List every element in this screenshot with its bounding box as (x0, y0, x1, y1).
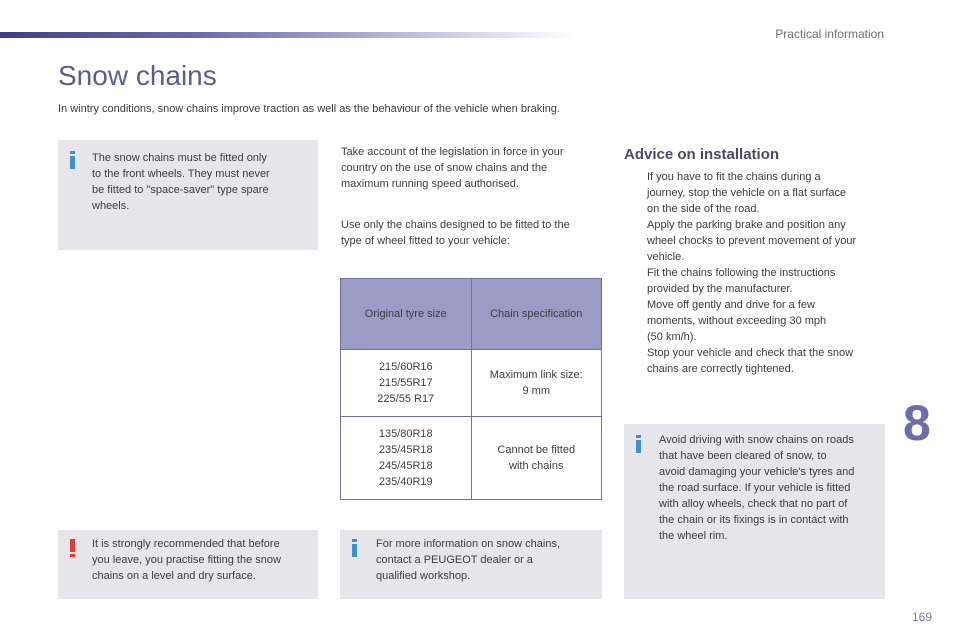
info-box-dealer (340, 530, 602, 599)
advice-heading: Advice on installation (624, 146, 780, 163)
list-item: Fit the chains following the instructions provided by the manufacturer. (647, 267, 836, 295)
info-box-text: The snow chains must be fitted only to the front wheels. They must never be fitted to "space-saver" type spare wheels. (92, 152, 270, 212)
chapter-number: 8 (903, 395, 931, 451)
page-number: 169 (911, 610, 932, 624)
warning-box-text: It is strongly recommended that before you leave, you practise fitting the snow chains on a level and dry surface. (92, 538, 281, 582)
warning-box-practise (58, 530, 318, 599)
table-cell-spec: Cannot be fitted with chains (471, 417, 602, 500)
info-box-wheel-rim (624, 424, 885, 599)
page-title: Snow chains (58, 60, 217, 91)
table-cell-sizes: 215/60R16 215/55R17 225/55 R17 (341, 350, 472, 417)
table-header: Chain specification (471, 279, 602, 350)
info-box-text: For more information on snow chains, contact a PEUGEOT dealer or a qualified workshop. (376, 538, 561, 582)
list-item: Move off gently and drive for a few moments, without exceeding 30 mph (50 km/h). (647, 299, 827, 343)
intro-text: In wintry conditions, snow chains improve traction as well as the behaviour of the vehicle when braking. (58, 103, 560, 115)
list-item: Apply the parking brake and position any wheel chocks to prevent movement of your vehicle. (647, 219, 857, 263)
info-box-front-wheels (58, 140, 318, 250)
table-row (341, 350, 602, 417)
legislation-paragraph: Take account of the legislation in force in your country on the use of snow chains and the maximum running speed authorised. (341, 146, 564, 190)
advice-list (624, 169, 886, 377)
table-cell-spec: Maximum link size: 9 mm (471, 350, 602, 417)
tyre-chain-table (340, 278, 602, 500)
section-title: Practical information (775, 27, 884, 41)
list-item: If you have to fit the chains during a journey, stop the vehicle on a flat surface on the side of the road. (647, 171, 847, 215)
designed-chains-paragraph: Use only the chains designed to be fitted to the type of wheel fitted to your vehicle: (341, 219, 570, 247)
table-header: Original tyre size (341, 279, 472, 350)
table-row (341, 417, 602, 500)
list-item: Stop your vehicle and check that the snow chains are correctly tightened. (647, 347, 854, 375)
table-cell-sizes: 135/80R18 235/45R18 245/45R18 235/40R19 (341, 417, 472, 500)
info-box-text: Avoid driving with snow chains on roads that have been cleared of snow, to avoid damaging your vehicle's tyres and the road surface. If your vehicle is fitted with alloy wheels, check that no part of the chain or its fixings is in contact with the wheel rim. (659, 434, 855, 542)
header-gradient-bar (0, 32, 575, 38)
